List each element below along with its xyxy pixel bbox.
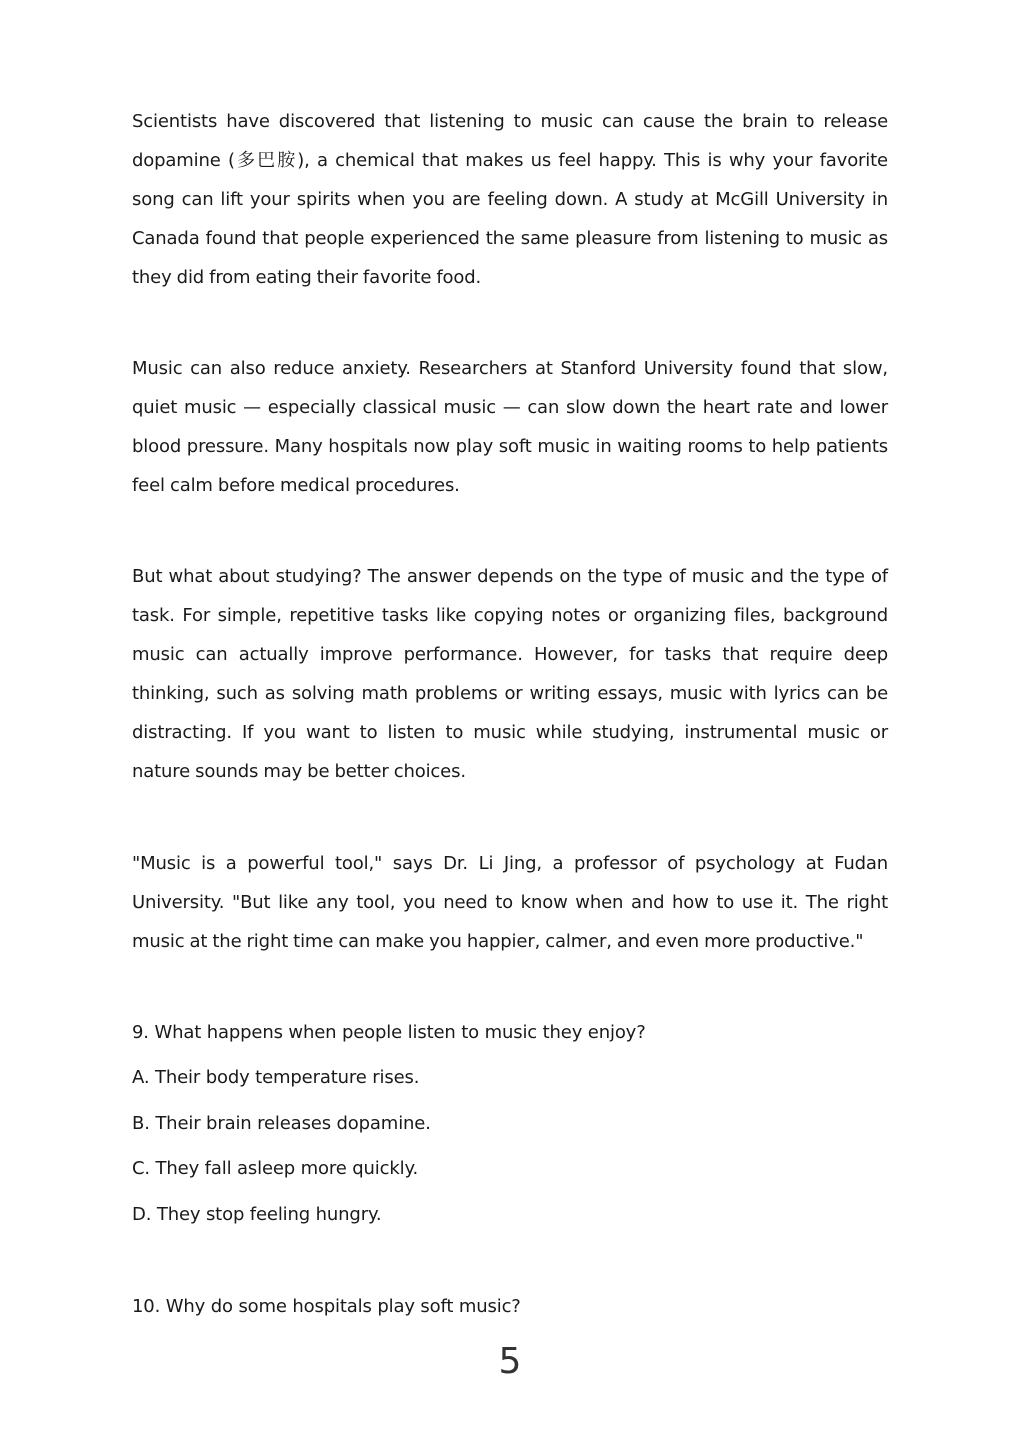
question-10-prompt: 10. Why do some hospitals play soft music? [132, 1296, 521, 1317]
question-9-option-c: C. They fall asleep more quickly. [132, 1158, 419, 1179]
question-9-option-b: B. Their brain releases dopamine. [132, 1113, 431, 1134]
question-9-option-a: A. Their body temperature rises. [132, 1067, 420, 1088]
paragraph-2: Music can also reduce anxiety. Researchers at Stanford University found that slow, quiet music — especially classical music — can slow down the heart rate and lower blood pressure. Many hospitals now play soft music in waiting rooms to help patients feel calm before medical procedures. [132, 358, 888, 496]
paragraph-4: "Music is a powerful tool," says Dr. Li Jing, a professor of psychology at Fudan University. "But like any tool, you need to know when and how to use it. The right music at the right time can make you happier, calmer, and even more productive." [132, 853, 888, 952]
question-9-prompt: 9. What happens when people listen to music they enjoy? [132, 1022, 646, 1043]
paragraph-3: But what about studying? The answer depends on the type of music and the type of task. For simple, repetitive tasks like copying notes or organizing files, background music can actually improve performance. However, for tasks that require deep thinking, such as solving math problems or writing essays, music with lyrics can be distracting. If you want to listen to music while studying, instrumental music or nature sounds may be better choices. [132, 566, 888, 782]
paragraph-1: Scientists have discovered that listening to music can cause the brain to release dopamine (多巴胺), a chemical that makes us feel happy. This is why your favorite song can lift your spirits when you are feeling down. A study at McGill University in Canada found that people experienced the same pleasure from listening to music as they did from eating their favorite food. [132, 111, 888, 288]
question-9-option-d: D. They stop feeling hungry. [132, 1204, 382, 1225]
page-number: 5 [498, 1341, 522, 1382]
